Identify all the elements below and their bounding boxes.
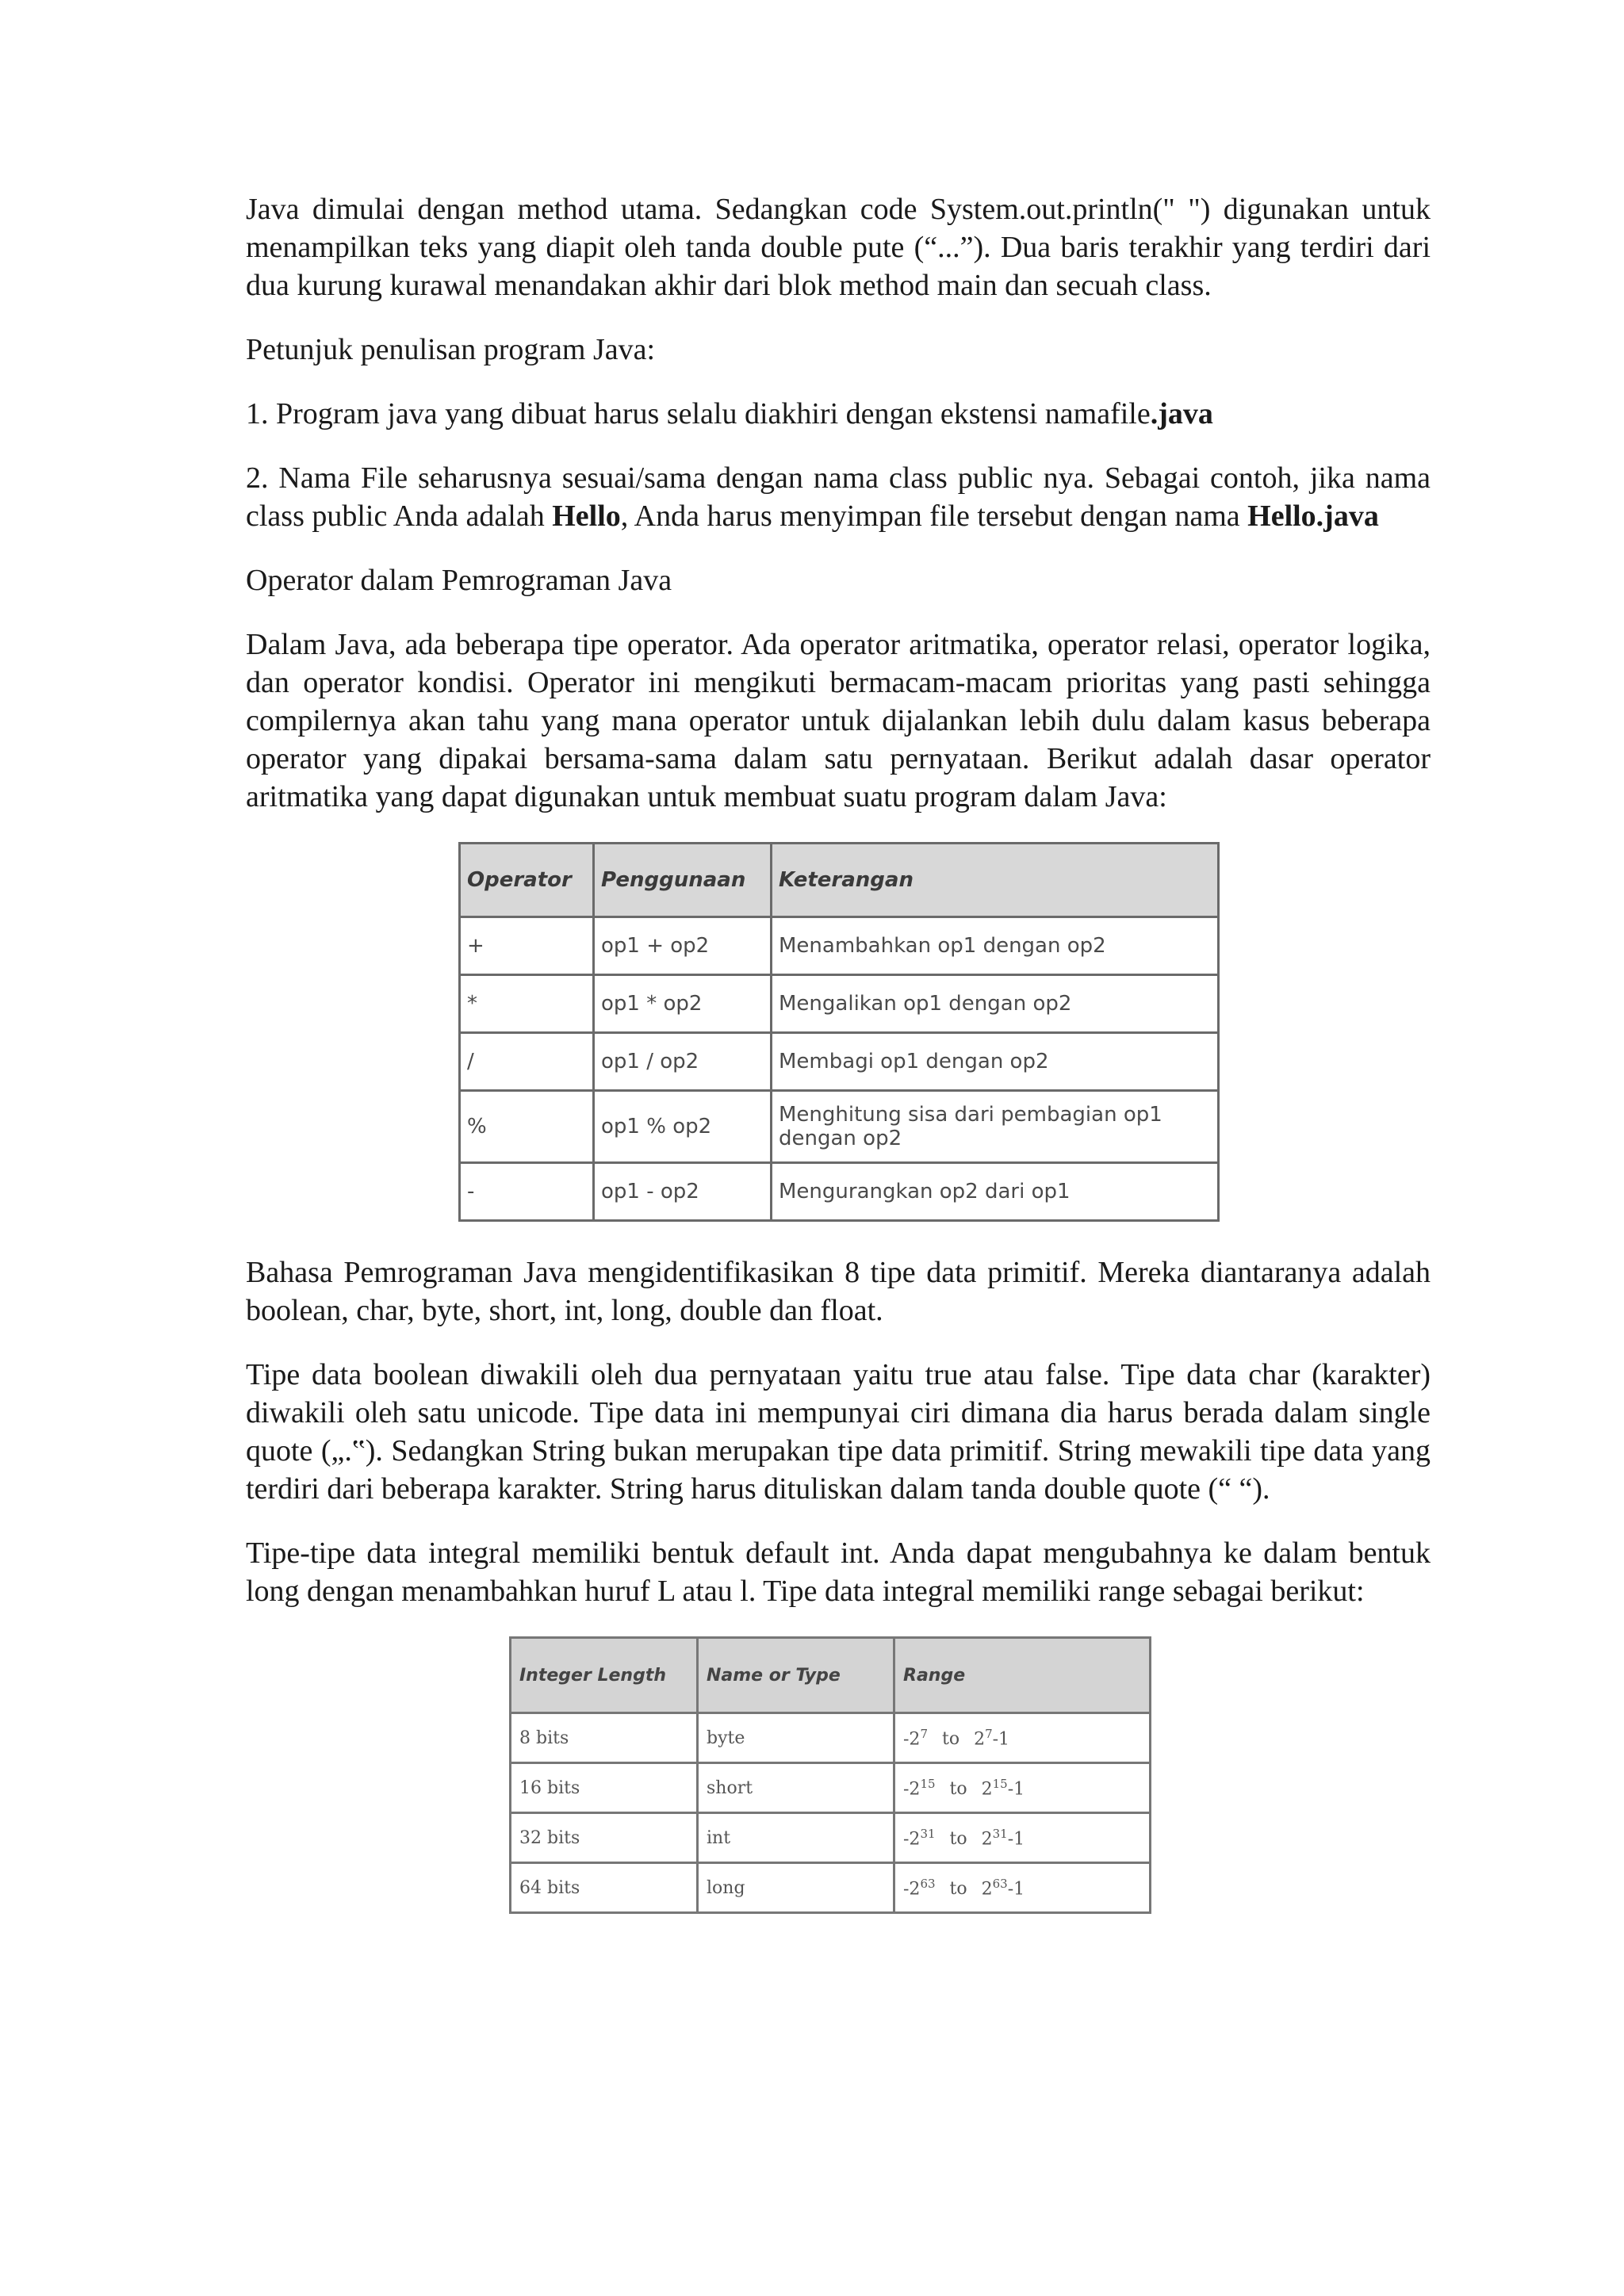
table-cell: Mengalikan op1 dengan op2 xyxy=(772,975,1219,1033)
range-to: to xyxy=(949,1879,967,1900)
table-cell: Membagi op1 dengan op2 xyxy=(772,1033,1219,1091)
integer-table-header-row xyxy=(511,1638,1151,1713)
range-max-tail: -1 xyxy=(1007,1779,1025,1800)
paragraph-writing-guide-heading: Petunjuk penulisan program Java: xyxy=(246,333,656,366)
table-cell: / xyxy=(460,1033,594,1091)
guide-item-2-text-c: , Anda harus menyimpan file tersebut dengan nama xyxy=(620,499,1248,533)
paragraph-integral-types: Tipe-tipe data integral memiliki bentuk default int. Anda dapat mengubahnya ke dalam bentuk long dengan menambahkan huruf L atau l. Tipe data integral memiliki range sebagai berikut: xyxy=(246,1536,1431,1608)
table-row xyxy=(511,1863,1151,1913)
guide-item-2-file-name: Hello.java xyxy=(1247,499,1379,533)
table-row xyxy=(511,1763,1151,1813)
guide-item-2-class-name: Hello xyxy=(552,499,621,533)
table-cell: % xyxy=(460,1091,594,1163)
section-heading-operators: Operator dalam Pemrograman Java xyxy=(246,564,672,597)
table-row xyxy=(460,1091,1219,1163)
table-cell: op1 * op2 xyxy=(594,975,772,1033)
table-cell: 16 bits xyxy=(511,1763,698,1813)
range-max-tail: -1 xyxy=(1007,1879,1025,1900)
range-max-base: 2 xyxy=(981,1779,993,1800)
range-cell xyxy=(894,1863,1151,1913)
range-max-base: 2 xyxy=(974,1729,986,1750)
guide-item-2-text-a: 2. Nama File seharusnya sesuai/sama dengan nama class public nya. Sebagai contoh, jika nama class public Anda adalah xyxy=(246,461,1431,533)
paragraph-operators-intro: Dalam Java, ada beberapa tipe operator. Ada operator aritmatika, operator relasi, operator logika, dan operator kondisi. Operator ini mengikuti bermacam-macam prioritas yang pasti sehingga compilernya akan tahu yang mana operator untuk dijalankan lebih dulu dalam kasus beberapa operator yang dipakai bersama-sama dalam satu pernyataan. Berikut adalah dasar operator aritmatika yang dapat digunakan untuk membuat suatu program dalam Java: xyxy=(246,628,1431,813)
range-min-exp: 31 xyxy=(920,1826,936,1841)
table-row xyxy=(511,1813,1151,1863)
range-to: to xyxy=(949,1779,967,1800)
table-cell: Menambahkan op1 dengan op2 xyxy=(772,917,1219,975)
operator-table-header: Penggunaan xyxy=(594,844,772,917)
range-to: to xyxy=(949,1829,967,1850)
integer-table-header: Range xyxy=(894,1638,1151,1713)
table-cell: op1 + op2 xyxy=(594,917,772,975)
range-min-base: -2 xyxy=(903,1829,921,1850)
table-row xyxy=(511,1713,1151,1763)
guide-item-1 xyxy=(246,395,1431,433)
range-max-base: 2 xyxy=(981,1879,993,1900)
table-row xyxy=(460,1033,1219,1091)
table-cell: long xyxy=(698,1863,894,1913)
table-cell: op1 % op2 xyxy=(594,1091,772,1163)
range-cell xyxy=(894,1713,1151,1763)
paragraph-boolean-char-string: Tipe data boolean diwakili oleh dua pernyataan yaitu true atau false. Tipe data char (karakter) diwakili oleh satu unicode. Tipe data ini mempunyai ciri dimana dia harus berada dalam single quote („.‟). Sedangkan String bukan merupakan tipe data primitif. String mewakili tipe data yang terdiri dari beberapa karakter. String harus dituliskan dalam tanda double quote (“ “). xyxy=(246,1358,1431,1506)
paragraph-java-main-method: Java dimulai dengan method utama. Sedangkan code System.out.println(" ") digunakan untuk menampilkan teks yang diapit oleh tanda double pute (“...”). Dua baris terakhir yang terdiri dari dua kurung kurawal menandakan akhir dari blok method main dan secuah class. xyxy=(246,193,1431,302)
integer-table-header: Name or Type xyxy=(698,1638,894,1713)
operator-table-header: Keterangan xyxy=(772,844,1219,917)
table-cell: op1 - op2 xyxy=(594,1163,772,1221)
range-max-exp: 7 xyxy=(985,1726,993,1741)
document-page xyxy=(246,190,1431,1946)
paragraph-primitive-types: Bahasa Pemrograman Java mengidentifikasikan 8 tipe data primitif. Mereka diantaranya adalah boolean, char, byte, short, int, long, double dan float. xyxy=(246,1256,1431,1327)
range-to: to xyxy=(941,1729,960,1750)
range-cell xyxy=(894,1763,1151,1813)
table-cell: 32 bits xyxy=(511,1813,698,1863)
range-max-tail: -1 xyxy=(992,1729,1010,1750)
operator-table xyxy=(458,842,1220,1222)
guide-item-1-extension: .java xyxy=(1150,397,1213,430)
table-row xyxy=(460,975,1219,1033)
range-max-base: 2 xyxy=(981,1829,993,1850)
range-max-exp: 15 xyxy=(992,1776,1008,1791)
range-max-exp: 63 xyxy=(992,1876,1008,1891)
table-cell: * xyxy=(460,975,594,1033)
range-max-tail: -1 xyxy=(1007,1829,1025,1850)
integer-table-wrapper xyxy=(246,1636,1431,1914)
table-cell: short xyxy=(698,1763,894,1813)
operator-table-header-row xyxy=(460,844,1219,917)
operator-table-header: Operator xyxy=(460,844,594,917)
integer-table-header: Integer Length xyxy=(511,1638,698,1713)
range-min-base: -2 xyxy=(903,1879,921,1900)
table-cell: op1 / op2 xyxy=(594,1033,772,1091)
table-cell: byte xyxy=(698,1713,894,1763)
table-row xyxy=(460,1163,1219,1221)
table-cell: Menghitung sisa dari pembagian op1 dengan op2 xyxy=(772,1091,1219,1163)
table-cell: 8 bits xyxy=(511,1713,698,1763)
table-cell: + xyxy=(460,917,594,975)
range-cell xyxy=(894,1813,1151,1863)
range-min-exp: 63 xyxy=(920,1876,936,1891)
integer-range-table xyxy=(509,1636,1151,1914)
table-cell: - xyxy=(460,1163,594,1221)
range-min-base: -2 xyxy=(903,1729,921,1750)
table-cell: Mengurangkan op2 dari op1 xyxy=(772,1163,1219,1221)
range-min-exp: 15 xyxy=(920,1776,936,1791)
guide-item-1-text: 1. Program java yang dibuat harus selalu diakhiri dengan ekstensi namafile xyxy=(246,397,1151,430)
table-cell: 64 bits xyxy=(511,1863,698,1913)
range-min-base: -2 xyxy=(903,1779,921,1800)
guide-item-2 xyxy=(246,459,1431,535)
range-max-exp: 31 xyxy=(992,1826,1008,1841)
table-row xyxy=(460,917,1219,975)
operator-table-wrapper xyxy=(246,842,1431,1222)
range-min-exp: 7 xyxy=(920,1726,928,1741)
table-cell: int xyxy=(698,1813,894,1863)
